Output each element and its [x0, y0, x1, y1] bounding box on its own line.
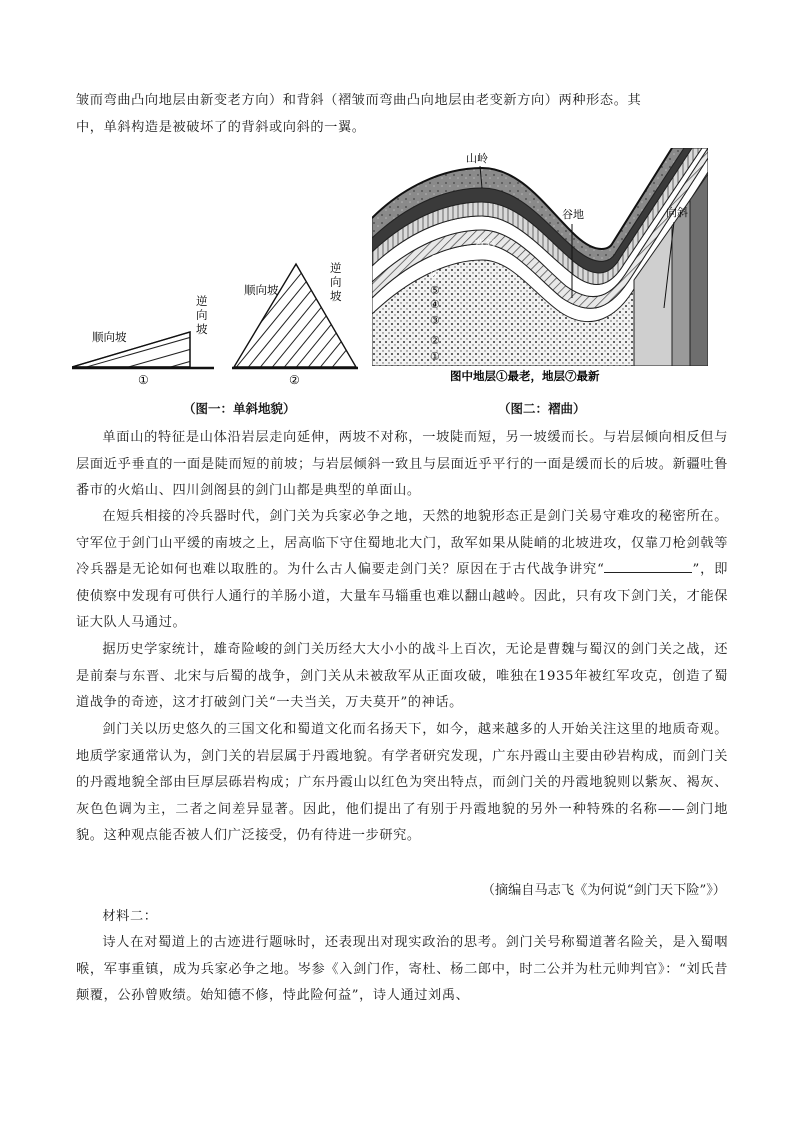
source-citation: （摘编自马志飞《为何说“剑门天下险”》） [481, 883, 726, 898]
paragraph-monocline: 单面山的特征是山体沿岩层走向延伸，两坡不对称，一坡陡而短，另一坡缓而长。与岩层倾向相反但与层面近乎垂直的一面是陡而短的前坡；与岩层倾斜一致且与层面近乎平行的一面是缓而长的后坡。新疆吐鲁番市的火焰山、四川剑阁县的剑门山都是典型的单面山。 [76, 430, 728, 498]
fig2-anticline-label: 背斜 [474, 238, 496, 251]
intro-line-2: 中，单斜构造是被破坏了的背斜或向斜的一翼。 [76, 119, 366, 135]
paragraph-history: 据历史学家统计，雄奇险峻的剑门关历经大大小小的战斗上百次，无论是曹魏与蜀汉的剑门关之战，还是前秦与东晋、北宋与后蜀的战争，剑门关从未被敌军从正面攻破，唯独在1935年被红军攻克，创造了蜀道战争的奇迹，这才打破剑门关“一夫当关，万夫莫开”的神话。 [76, 642, 728, 710]
paragraph-poets: 诗人在对蜀道上的古迹进行题咏时，还表现出对现实政治的思考。剑门关号称蜀道著名险关，是入蜀咽喉，军事重镇，成为兵家必争之地。岑参《入剑门作，寄杜、杨二郎中，时二公并为杜元帅判官》：“刘氏昔颠覆，公孙曾败绩。始知德不修，恃此险何益”，诗人通过刘禹、 [76, 935, 728, 1003]
answer-blank [604, 558, 692, 573]
paragraph-jianmen-defense-b: ”，即使侦察中发现有可供行人通行的羊肠小道，大量车马辎重也难以翻山越岭。因此，只有攻下剑门关，才能保证大队人马通过。 [76, 562, 728, 630]
figure-fold [372, 148, 708, 388]
layer-label-3: ③ [430, 314, 440, 327]
layer-label-7: ⑦ [430, 253, 440, 266]
fig1-right-number: ② [289, 373, 300, 387]
fig1-right-steep-label-1: 逆 [330, 261, 342, 275]
intro-line-1: 皱而弯曲凸向地层由新变老方向）和背斜（褶皱而弯曲凸向地层由老变新方向）两种形态。其 [76, 93, 642, 108]
paragraph-jianmen-defense-a: 在短兵相接的冷兵器时代，剑门关为兵家必争之地，天然的地貌形态正是剑门关易守难攻的秘密所在。守军位于剑门山平缓的南坡之上，居高临下守住蜀地北大门，敌军如果从陡峭的北坡进攻，仅靠刀枪剑戟等冷兵器是无论如何也难以取胜的。为什么古人偏要走剑门关？原因在于古代战争讲究“ [76, 509, 728, 577]
fig1-right-steep-label-3: 坡 [330, 289, 342, 303]
fig2-valley-label: 谷地 [562, 208, 584, 221]
fig2-legend: 图中地层①最老，地层⑦最新 [450, 369, 600, 383]
figure1-caption: （图一：单斜地貌） [183, 401, 296, 416]
figure2-caption: （图二：褶曲） [498, 401, 586, 416]
fig1-right-gentle-label: 顺向坡 [244, 283, 279, 297]
layer-label-1: ① [430, 350, 440, 363]
fig1-left-gentle-label: 顺向坡 [92, 330, 127, 344]
paragraph-geology: 剑门关以历史悠久的三国文化和蜀道文化而名扬天下，如今，越来越多的人开始关注这里的地质奇观。地质学家通常认为，剑门关的岩层属于丹霞地貌。有学者研究发现，广东丹霞山主要由砂岩构成，而剑门关的丹霞地貌全部由巨厚层砾岩构成；广东丹霞山以红色为突出特点，而剑门关的丹霞地貌则以紫灰、褐灰、灰色色调为主，二者之间差异显著。因此，他们提出了有别于丹霞地貌的另外一种特殊的名称——剑门地貌。这种观点能否被人们广泛接受，仍有待进一步研究。 [76, 722, 728, 843]
layer-label-4: ④ [430, 298, 440, 311]
fig2-syncline-label: 向斜 [666, 206, 688, 219]
fig1-right-steep-label-2: 向 [330, 275, 342, 289]
paragraph-jianmen-defense [76, 504, 728, 637]
material-two-heading: 材料二： [102, 909, 158, 924]
layer-label-6: ⑥ [430, 268, 440, 281]
fig2-ridge-label: 山岭 [466, 152, 488, 165]
layer-label-5: ⑤ [430, 284, 440, 297]
figure-monocline [72, 250, 367, 390]
fig1-left-steep-label-2: 向 [196, 308, 208, 322]
intro-text [76, 88, 728, 141]
layer-label-2: ② [430, 334, 440, 347]
fig1-left-steep-label-3: 坡 [196, 322, 208, 336]
fig1-left-number: ① [138, 373, 149, 387]
fig1-left-steep-label-1: 逆 [196, 294, 208, 308]
